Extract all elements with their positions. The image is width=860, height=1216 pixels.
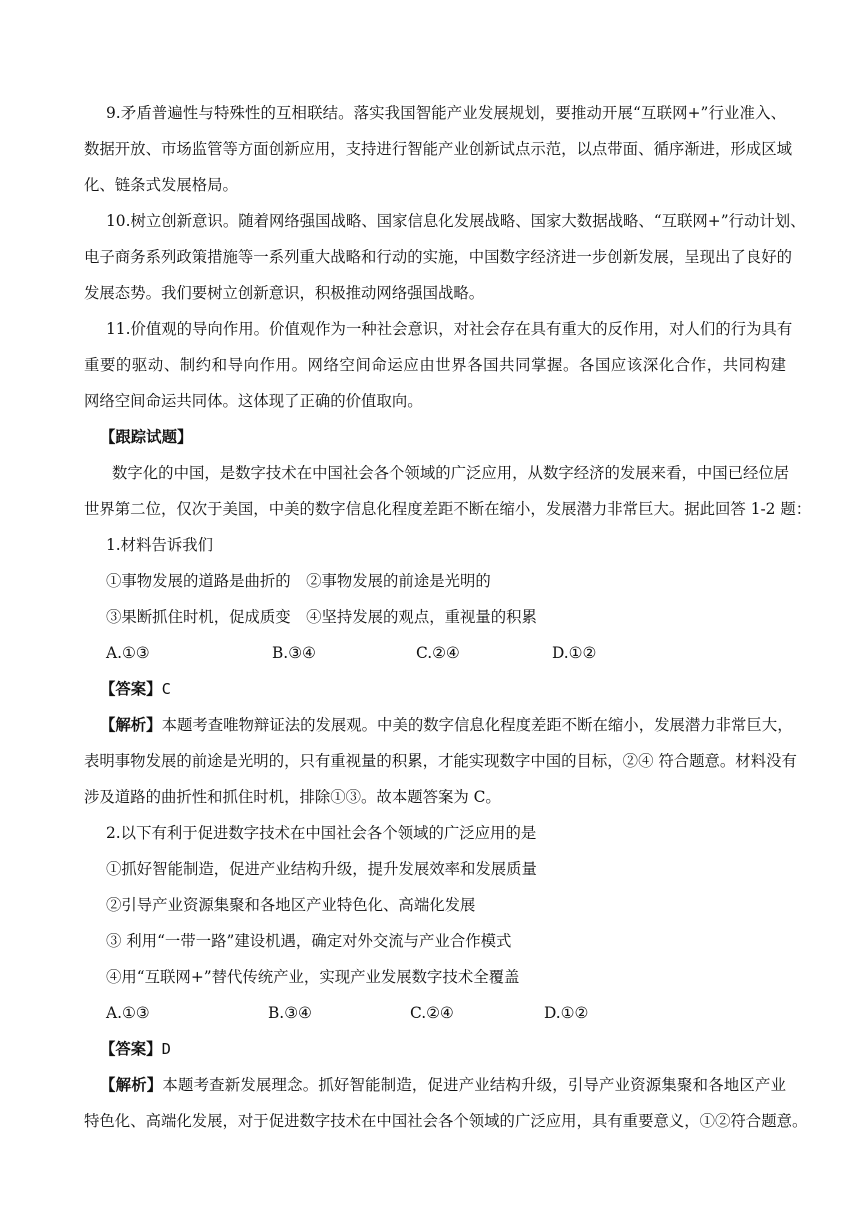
item-9-line-1: 9.矛盾普遍性与特殊性的互相联结。落实我国智能产业发展规划，要推动开展“互联网+”行业准入、 [106, 104, 786, 122]
analysis-label: 【解析】 [100, 716, 162, 734]
item-11-line-2: 重要的驱动、制约和导向作用。网络空间命运应由世界各国共同掌握。各国应该深化合作，共同构建 [84, 356, 786, 374]
question-2-analysis-line-2: 特色化、高端化发展，对于促进数字技术在中国社会各个领域的广泛应用，具有重要意义，①②符合题意。 [84, 1112, 808, 1130]
question-2-option-b: B.③④ [268, 1004, 312, 1022]
answer-label: 【答案】 [100, 680, 162, 698]
answer-value: C [161, 680, 171, 698]
section-heading: 【跟踪试题】 [100, 428, 193, 446]
question-1-analysis-line-1 [100, 715, 793, 735]
question-2-statement-4: ④用“互联网+”替代传统产业，实现产业发展数字技术全覆盖 [106, 968, 520, 986]
analysis-text: 本题考查新发展理念。抓好智能制造，促进产业结构升级，引导产业资源集聚和各地区产业 [162, 1076, 786, 1094]
analysis-text: 本题考查唯物辩证法的发展观。中美的数字信息化程度差距不断在缩小，发展潜力非常巨大， [161, 716, 793, 734]
question-2-option-a: A.①③ [106, 1004, 150, 1022]
question-1-option-b: B.③④ [272, 644, 316, 662]
question-2-stem: 2.以下有利于促进数字技术在中国社会各个领域的广泛应用的是 [106, 824, 537, 842]
item-9-line-3: 化、链条式发展格局。 [84, 176, 238, 194]
answer-label: 【答案】 [100, 1040, 162, 1058]
question-2-option-d: D.①② [544, 1004, 589, 1022]
question-2-option-c: C.②④ [410, 1004, 454, 1022]
question-1-option-d: D.①② [552, 644, 597, 662]
item-10-line-2: 电子商务系列政策措施等一系列重大战略和行动的实施，中国数字经济进一步创新发展，呈现出了良好的 [84, 248, 792, 266]
question-2-answer [100, 1039, 171, 1059]
question-2-statement-2: ②引导产业资源集聚和各地区产业特色化、高端化发展 [106, 896, 476, 914]
question-1-option-c: C.②④ [416, 644, 460, 662]
material-line-2: 世界第二位，仅次于美国，中美的数字信息化程度差距不断在缩小，发展潜力非常巨大。据此回答 1-2 题： [84, 500, 812, 518]
item-9-line-2: 数据开放、市场监管等方面创新应用，支持进行智能产业创新试点示范，以点带面、循序渐进，形成区域 [84, 140, 792, 158]
question-1-stem: 1.材料告诉我们 [106, 536, 214, 554]
item-11-line-3: 网络空间命运共同体。这体现了正确的价值取向。 [84, 392, 423, 410]
item-10-line-1: 10.树立创新意识。随着网络强国战略、国家信息化发展战略、国家大数据战略、“互联网+”行动计划、 [106, 212, 806, 230]
material-line-1: 数字化的中国，是数字技术在中国社会各个领域的广泛应用，从数字经济的发展来看，中国已经位居 [112, 464, 790, 482]
item-10-line-3: 发展态势。我们要树立创新意识，积极推动网络强国战略。 [84, 284, 485, 302]
answer-value: D [161, 1040, 171, 1058]
question-1-answer [100, 679, 171, 699]
question-1-option-a: A.①③ [106, 644, 150, 662]
item-11-line-1: 11.价值观的导向作用。价值观作为一种社会意识，对社会存在具有重大的反作用，对人们的行为具有 [106, 320, 793, 338]
analysis-label: 【解析】 [100, 1076, 163, 1094]
question-2-statement-1: ①抓好智能制造，促进产业结构升级，提升发展效率和发展质量 [106, 860, 537, 878]
question-2-statement-3: ③ 利用“一带一路”建设机遇，确定对外交流与产业合作模式 [106, 932, 512, 950]
question-1-statements-1: ①事物发展的道路是曲折的 ②事物发展的前途是光明的 [106, 572, 491, 590]
question-1-statements-2: ③果断抓住时机，促成质变 ④坚持发展的观点，重视量的积累 [106, 608, 537, 626]
question-1-analysis-line-2: 表明事物发展的前途是光明的，只有重视量的积累，才能实现数字中国的目标，②④ 符合题意。材料没有 [84, 752, 797, 770]
question-1-analysis-line-3: 涉及道路的曲折性和抓住时机，排除①③。故本题答案为 C。 [84, 788, 501, 806]
question-2-analysis-line-1 [100, 1075, 786, 1095]
